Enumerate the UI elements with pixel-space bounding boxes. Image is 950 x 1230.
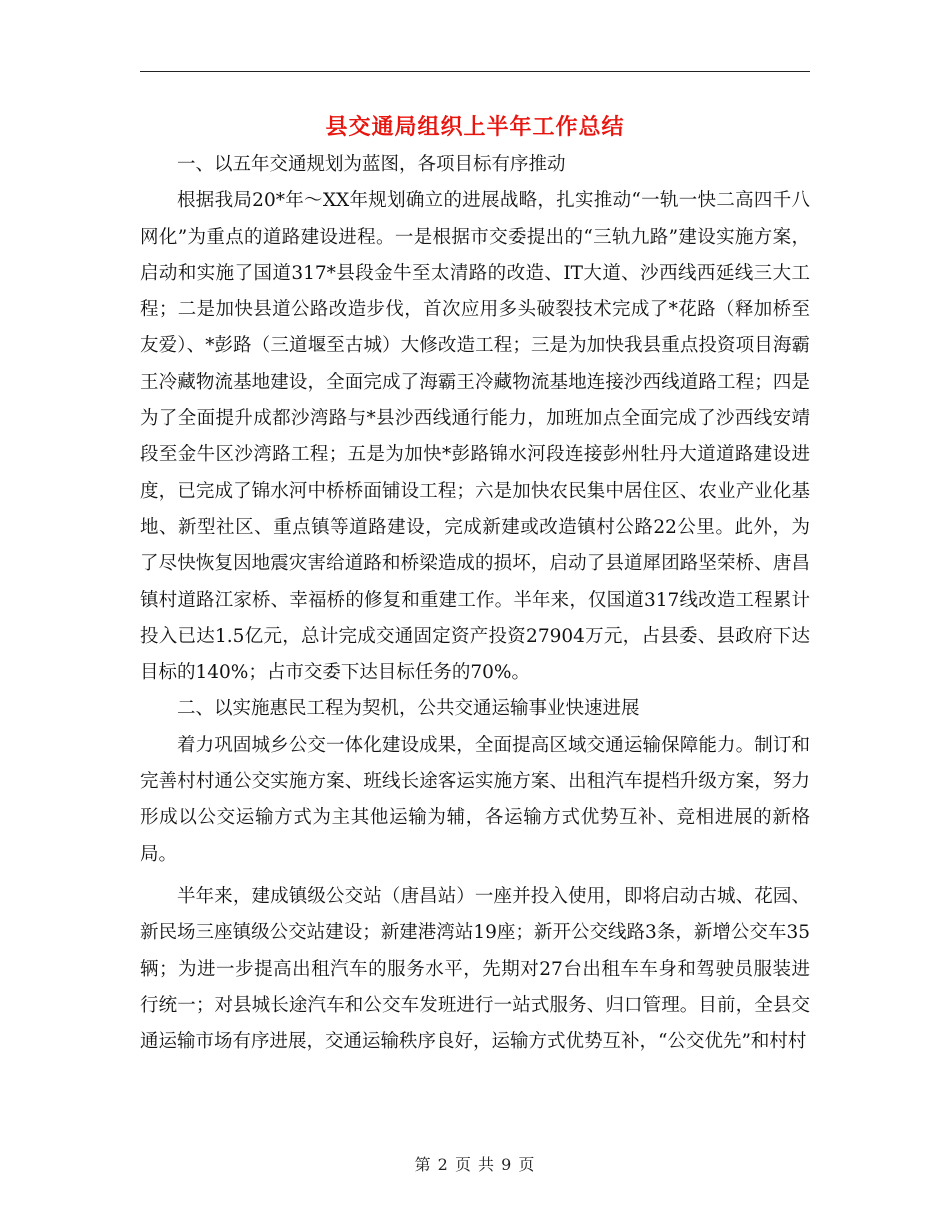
header-rule — [140, 71, 810, 72]
paragraph-2: 着力巩固城乡公交一体化建设成果，全面提高区域交通运输保障能力。制订和完善村村通公交实施方案、班线长途客运实施方案、出租汽车提档升级方案，努力形成以公交运输方式为主其他运输为辅，各运输方式优势互补、竞相进展的新格局。 — [140, 734, 810, 865]
section-heading-1: 一、以五年交通规划为蓝图，各项目标有序推动 — [177, 154, 566, 175]
document-title: 县交通局组织上半年工作总结 — [325, 114, 625, 140]
paragraph-3: 半年来，建成镇级公交站（唐昌站）一座并投入使用，即将启动古城、花园、新民场三座镇级公交站建设；新建港湾站19座；新开公交线路3条，新增公交车35辆；为进一步提高出租汽车的服务水平，先期对27台出租车车身和驾驶员服装进行统一；对县城长途汽车和公交车发班进行一站式服务、归口管理。目前，全县交通运输市场有序进展，交通运输秩序良好，运输方式优势互补，“公交优先”和村村 — [140, 885, 810, 1053]
page-number: 第 2 页 共 9 页 — [414, 1155, 536, 1174]
document-body — [140, 147, 810, 1060]
section-heading-2: 二、以实施惠民工程为契机，公共交通运输事业快速进展 — [177, 698, 640, 720]
paragraph-1: 根据我局20*年～XX年规划确立的进展战略，扎实推动“一轨一快二高四千八网化”为重点的道路建设进程。一是根据市交委提出的“三轨九路”建设实施方案，启动和实施了国道317*县段金牛至太清路的改造、IT大道、沙西线西延线三大工程；二是加快县道公路改造步伐，首次应用多头破裂技术完成了*花路（释加桥至友爱）、*彭路（三道堰至古城）大修改造工程；三是为加快我县重点投资项目海霸王冷藏物流基地建设，全面完成了海霸王冷藏物流基地连接沙西线道路工程；四是为了全面提升成都沙湾路与*县沙西线通行能力，加班加点全面完成了沙西线安靖段至金牛区沙湾路工程；五是为加快*彭路锦水河段连接彭州牡丹大道道路建设进度，已完成了锦水河中桥桥面铺设工程；六是加快农民集中居住区、农业产业化基地、新型社区、重点镇等道路建设，完成新建或改造镇村公路22公里。此外，为了尽快恢复因地震灾害给道路和桥梁造成的损坏，启动了县道犀团路坚荣桥、唐昌镇村道路江家桥、幸福桥的修复和重建工作。半年来，仅国道317线改造工程累计投入已达1.5亿元，总计完成交通固定资产投资27904万元，占县委、县政府下达目标的140%；占市交委下达目标任务的70%。 — [140, 190, 810, 684]
